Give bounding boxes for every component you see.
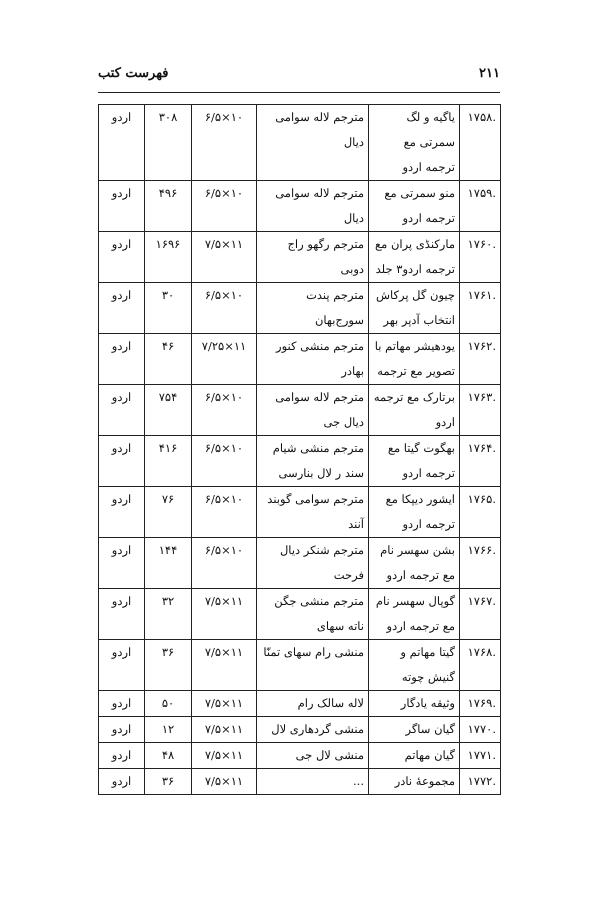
page-number: ۲۱۱: [479, 66, 500, 81]
entry-number: .۱۷۷۱: [460, 743, 501, 769]
book-size: ۱۰×۶/۵: [192, 385, 257, 436]
entry-number: .۱۷۶۴: [460, 436, 501, 487]
table-row: [99, 743, 501, 769]
book-language: اردو: [99, 589, 145, 640]
table-row: [99, 538, 501, 589]
page-count: ۳۰: [145, 283, 192, 334]
book-size: ۱۱×۷/۵: [192, 769, 257, 795]
table-row: [99, 436, 501, 487]
book-title: چیون گل پرکاش انتخاب آدپر بهر: [369, 283, 460, 334]
table-row: [99, 691, 501, 717]
table-row: [99, 717, 501, 743]
entry-number: .۱۷۷۰: [460, 717, 501, 743]
book-language: اردو: [99, 385, 145, 436]
author-name: منشی لال جی: [257, 743, 369, 769]
entry-number: .۱۷۶۷: [460, 589, 501, 640]
table-row: [99, 181, 501, 232]
author-name: مترجم لاله سوامی دیال جی: [257, 385, 369, 436]
book-title: گیان مهاتم: [369, 743, 460, 769]
book-size: ۱۱×۷/۵: [192, 640, 257, 691]
page-count: ۷۵۴: [145, 385, 192, 436]
book-size: ۱۱×۷/۲۵: [192, 334, 257, 385]
book-size: ۱۰×۶/۵: [192, 538, 257, 589]
table-row: [99, 487, 501, 538]
entry-number: .۱۷۶۱: [460, 283, 501, 334]
page-count: ۷۶: [145, 487, 192, 538]
book-language: اردو: [99, 232, 145, 283]
book-title: گیتا مهاتم و گنیش چوته: [369, 640, 460, 691]
book-size: ۱۱×۷/۵: [192, 232, 257, 283]
author-name: مترجم رگهو راج دوبی: [257, 232, 369, 283]
entry-number: .۱۷۶۸: [460, 640, 501, 691]
book-language: اردو: [99, 283, 145, 334]
table-row: [99, 589, 501, 640]
book-title: بشن سهسر نام مع ترجمه اردو: [369, 538, 460, 589]
catalog-table-body: [99, 105, 501, 795]
author-name: لاله سالک رام: [257, 691, 369, 717]
book-title: برتارک مع ترجمه اردو: [369, 385, 460, 436]
table-row: [99, 232, 501, 283]
book-size: ۱۰×۶/۵: [192, 105, 257, 181]
entry-number: .۱۷۶۳: [460, 385, 501, 436]
entry-number: .۱۷۶۲: [460, 334, 501, 385]
table-row: [99, 334, 501, 385]
book-language: اردو: [99, 436, 145, 487]
page-count: ۴۹۶: [145, 181, 192, 232]
author-name: مترجم پندت سورج‌بهان: [257, 283, 369, 334]
book-language: اردو: [99, 487, 145, 538]
catalog-table: [98, 104, 501, 795]
table-row: [99, 385, 501, 436]
book-title: گیان ساگر: [369, 717, 460, 743]
book-language: اردو: [99, 769, 145, 795]
entry-number: .۱۷۷۲: [460, 769, 501, 795]
page-count: ۳۶: [145, 769, 192, 795]
book-title: منو سمرتی مع ترجمه اردو: [369, 181, 460, 232]
book-size: ۱۰×۶/۵: [192, 436, 257, 487]
author-name: مترجم لاله سوامی دیال: [257, 181, 369, 232]
author-name: مترجم شنکر دیال فرحت: [257, 538, 369, 589]
page-count: ۱۲: [145, 717, 192, 743]
table-row: [99, 769, 501, 795]
entry-number: .۱۷۵۸: [460, 105, 501, 181]
author-name: مترجم منشی شیام سند ر لال بنارسی: [257, 436, 369, 487]
book-title: گوپال سهسر نام مع ترجمه اردو: [369, 589, 460, 640]
book-language: اردو: [99, 691, 145, 717]
book-title: مارکنڈی پران مع ترجمه اردو۳ جلد: [369, 232, 460, 283]
book-language: اردو: [99, 640, 145, 691]
page-count: ۱۴۴: [145, 538, 192, 589]
book-language: اردو: [99, 717, 145, 743]
book-size: ۱۱×۷/۵: [192, 589, 257, 640]
page-count: ۴۱۶: [145, 436, 192, 487]
author-name: منشی رام سهای تمنّا: [257, 640, 369, 691]
author-name: ...: [257, 769, 369, 795]
page-count: ۳۲: [145, 589, 192, 640]
page-count: ۵۰: [145, 691, 192, 717]
author-name: مترجم لاله سوامی دیال: [257, 105, 369, 181]
entry-number: .۱۷۶۹: [460, 691, 501, 717]
book-title: یاگیه و لگ سمرتی مع ترجمه اردو: [369, 105, 460, 181]
author-name: مترجم منشی جگن ناته سهای: [257, 589, 369, 640]
running-header: [98, 64, 500, 93]
page-count: ۳۶: [145, 640, 192, 691]
author-name: مترجم سوامی گوبند آنند: [257, 487, 369, 538]
book-size: ۱۰×۶/۵: [192, 487, 257, 538]
book-size: ۱۰×۶/۵: [192, 181, 257, 232]
book-title: ایشور دیپکا مع ترجمه اردو: [369, 487, 460, 538]
page-count: ۳۰۸: [145, 105, 192, 181]
entry-number: .۱۷۶۰: [460, 232, 501, 283]
table-row: [99, 283, 501, 334]
entry-number: .۱۷۶۵: [460, 487, 501, 538]
page-count: ۴۶: [145, 334, 192, 385]
book-size: ۱۱×۷/۵: [192, 717, 257, 743]
book-size: ۱۰×۶/۵: [192, 283, 257, 334]
entry-number: .۱۷۶۶: [460, 538, 501, 589]
author-name: مترجم منشی کنور بهادر: [257, 334, 369, 385]
book-title: یودهیشر مهاتم با تصویر مع ترجمه: [369, 334, 460, 385]
book-language: اردو: [99, 105, 145, 181]
running-title: فهرست کتب: [98, 66, 169, 81]
book-language: اردو: [99, 181, 145, 232]
entry-number: .۱۷۵۹: [460, 181, 501, 232]
book-language: اردو: [99, 743, 145, 769]
table-row: [99, 105, 501, 181]
table-row: [99, 640, 501, 691]
book-language: اردو: [99, 538, 145, 589]
book-title: مجموعهٔ نادر: [369, 769, 460, 795]
book-title: بهگوت گیتا مع ترجمه اردو: [369, 436, 460, 487]
book-size: ۱۱×۷/۵: [192, 691, 257, 717]
book-language: اردو: [99, 334, 145, 385]
page-count: ۴۸: [145, 743, 192, 769]
book-title: وثیقه یادگار: [369, 691, 460, 717]
author-name: منشی گردهاری لال: [257, 717, 369, 743]
page-count: ۱۶۹۶: [145, 232, 192, 283]
book-size: ۱۱×۷/۵: [192, 743, 257, 769]
